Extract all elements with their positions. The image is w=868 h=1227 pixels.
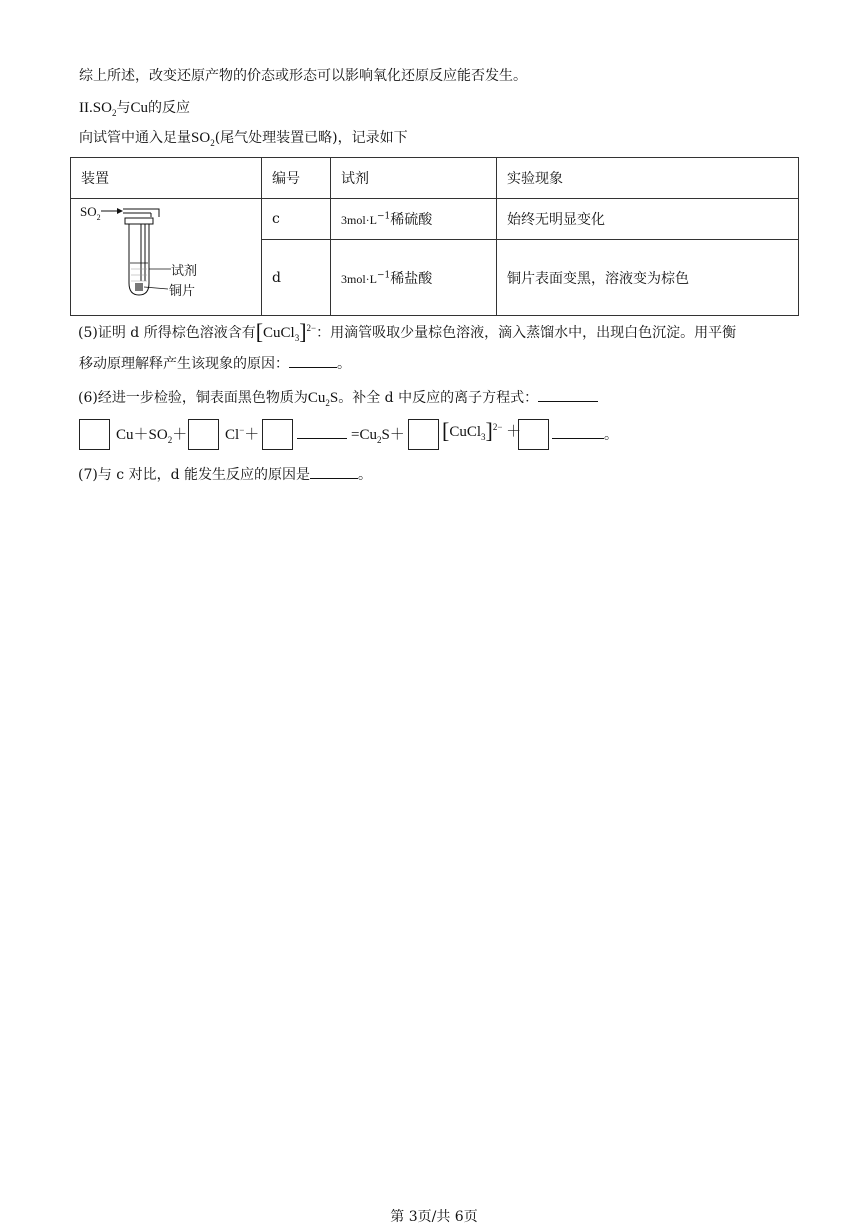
row-d-phenomenon: 铜片表面变黑，溶液变为棕色 bbox=[497, 240, 799, 316]
eq-product-blank[interactable]: 。 bbox=[552, 425, 618, 445]
coef-box-4[interactable] bbox=[408, 419, 439, 450]
apparatus-diagram bbox=[71, 199, 260, 315]
eq-cu-so2: $Cu+SO_2+$ bbox=[116, 427, 188, 445]
header-id: 编号 bbox=[262, 158, 331, 199]
eq-species-blank[interactable] bbox=[297, 425, 347, 445]
eq-cucl3: [CuCl$_3$]$^{2-}$ ＋ bbox=[442, 418, 522, 443]
experiment-table bbox=[70, 157, 799, 316]
coef-box-1[interactable] bbox=[79, 419, 110, 450]
so2-label: $SO_2$ bbox=[80, 204, 101, 222]
row-d-id: d bbox=[262, 240, 331, 316]
q6-line1: (6)经进一步检验，铜表面黑色物质为$Cu_2S$。补全 d 中反应的离子方程式： bbox=[78, 388, 598, 408]
header-apparatus: 装置 bbox=[71, 158, 262, 199]
coef-box-3[interactable] bbox=[262, 419, 293, 450]
q5-line2: 移动原理解释产生该现象的原因： 。 bbox=[79, 356, 351, 372]
table-header-row bbox=[71, 158, 799, 199]
row-d-reagent: $3mol\cdot L^{-1}$稀盐酸 bbox=[331, 240, 497, 316]
q5-line1: (5)证明 d 所得棕色溶液含有[CuCl$_3$]$^{2-}$：用滴管吸取少量棕色溶液，滴入蒸馏水中，出现白色沉淀。用平衡 bbox=[78, 319, 737, 344]
setup-text: 向试管中通入足量$SO_2$(尾气处理装置已略)，记录如下 bbox=[79, 130, 408, 148]
apparatus-cell bbox=[71, 199, 262, 316]
eq-cl: Cl−＋ bbox=[225, 425, 260, 443]
q7-answer-blank[interactable] bbox=[310, 478, 358, 479]
coef-box-5[interactable] bbox=[518, 419, 549, 450]
row-c-phenomenon: 始终无明显变化 bbox=[497, 199, 799, 240]
header-reagent: 试剂 bbox=[331, 158, 497, 199]
row-c-reagent: $3mol\cdot L^{-1}$稀硫酸 bbox=[331, 199, 497, 240]
q5-answer-blank[interactable] bbox=[289, 367, 337, 368]
row-c-id: c bbox=[262, 199, 331, 240]
summary-text: 综上所述，改变还原产物的价态或形态可以影响氧化还原反应能否发生。 bbox=[79, 68, 527, 84]
header-phenomenon: 实验现象 bbox=[497, 158, 799, 199]
table-row bbox=[71, 199, 799, 240]
eq-cu2s: $=Cu_2S+$ bbox=[351, 427, 405, 445]
q6-answer-blank[interactable] bbox=[538, 401, 598, 402]
page-footer: 第 3页/共 6页 bbox=[390, 1209, 478, 1225]
reagent-label: 试剂 bbox=[171, 264, 198, 279]
coef-box-2[interactable] bbox=[188, 419, 219, 450]
section-heading: $II.SO_2$与Cu的反应 bbox=[79, 100, 190, 118]
q7-line: (7)与 c 对比，d 能发生反应的原因是 。 bbox=[78, 467, 372, 483]
copper-label: 铜片 bbox=[169, 284, 196, 299]
